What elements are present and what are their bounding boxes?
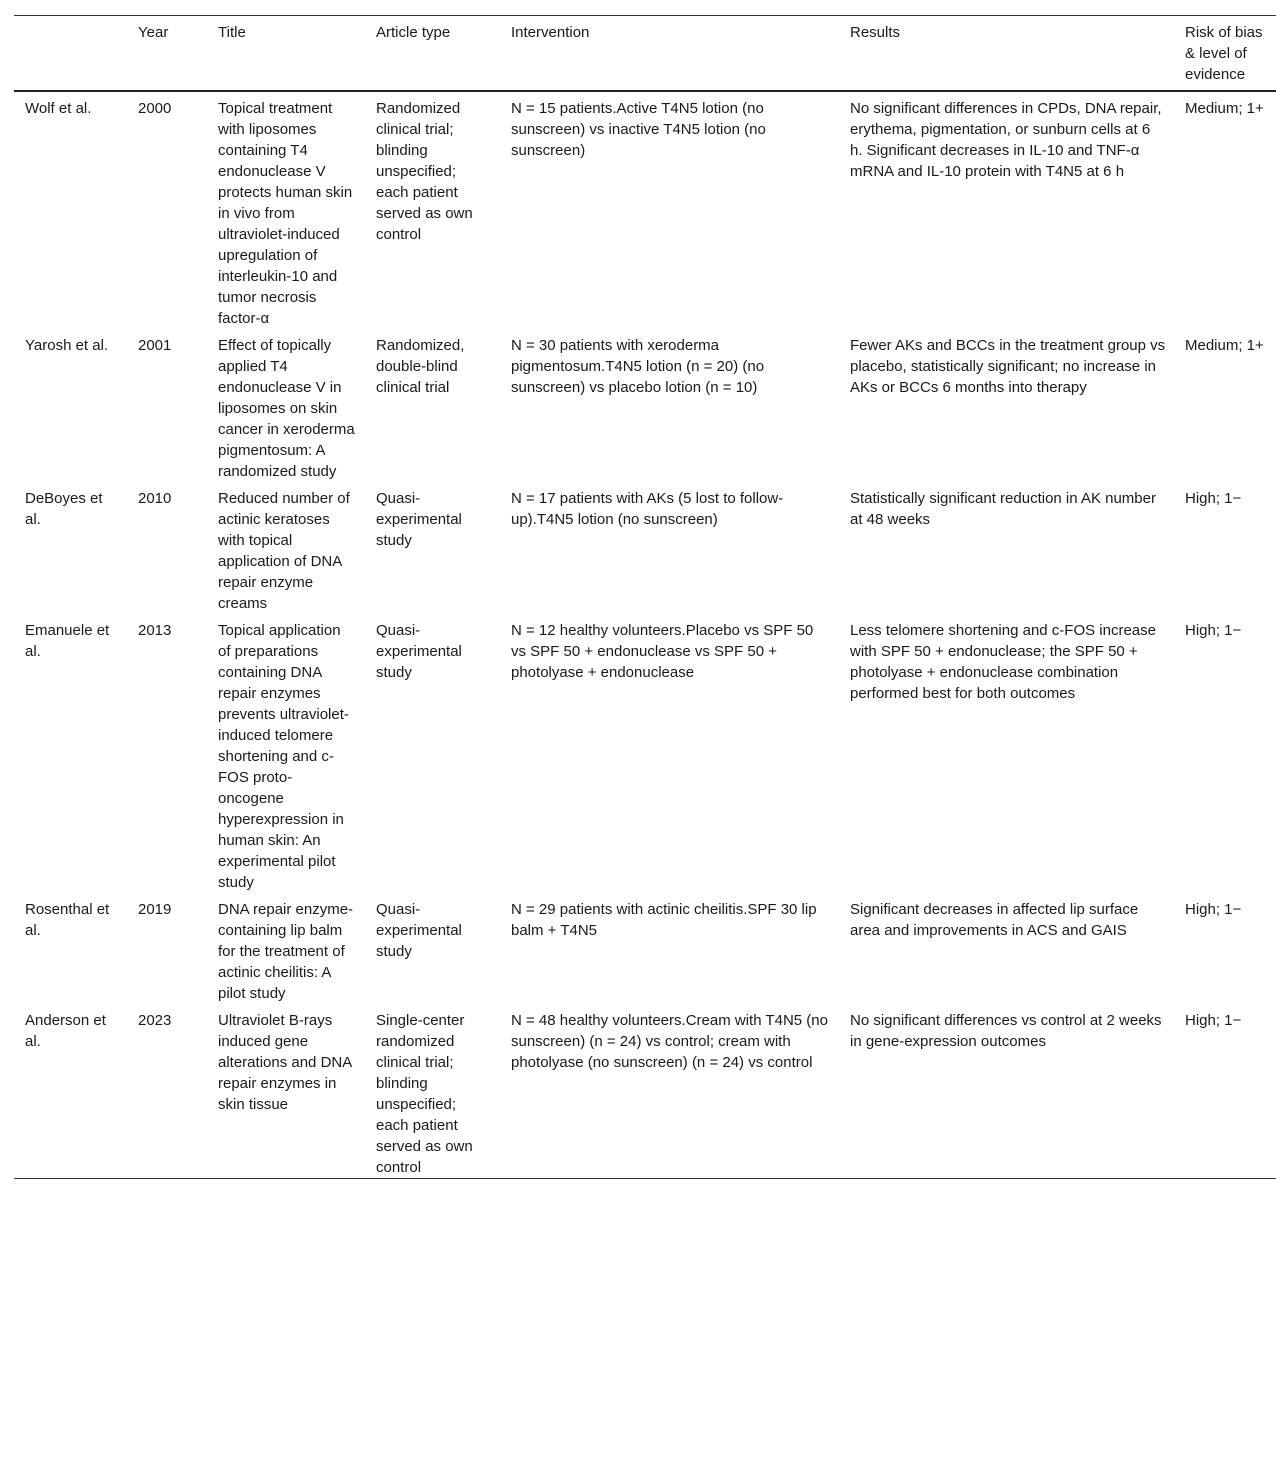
header-row bbox=[14, 16, 1276, 92]
table-row bbox=[14, 614, 1276, 893]
cell-title: Reduced number of actinic keratoses with topical application of DNA repair enzyme creams bbox=[218, 490, 350, 612]
cell-risk: Medium; 1+ bbox=[1185, 100, 1264, 117]
table-row bbox=[14, 893, 1276, 1004]
study-table-container bbox=[14, 15, 1276, 1179]
cell-title: Effect of topically applied T4 endonuclease V in liposomes on skin cancer in xeroderma pigmentosum: A randomized study bbox=[218, 337, 355, 480]
table-row bbox=[14, 91, 1276, 329]
cell-year: 2013 bbox=[138, 622, 172, 639]
header-title: Title bbox=[218, 24, 246, 41]
cell-results: Less telomere shortening and c-FOS increase with SPF 50 + endonuclease; the SPF 50 + photolyase + endonuclease combination performed best for both outcomes bbox=[850, 622, 1156, 702]
cell-article-type: Randomized, double-blind clinical trial bbox=[376, 337, 465, 396]
cell-study: Yarosh et al. bbox=[25, 337, 109, 354]
cell-study: Emanuele et al. bbox=[25, 622, 110, 660]
header-study bbox=[14, 16, 127, 92]
cell-study: Rosenthal et al. bbox=[25, 901, 110, 939]
cell-intervention: N = 29 patients with actinic cheilitis.SPF 30 lip balm + T4N5 bbox=[511, 901, 817, 939]
cell-article-type: Single-center randomized clinical trial; blinding unspecified; each patient served as own control bbox=[376, 1012, 473, 1176]
cell-year: 2001 bbox=[138, 337, 172, 354]
cell-year: 2019 bbox=[138, 901, 172, 918]
cell-intervention: N = 15 patients.Active T4N5 lotion (no sunscreen) vs inactive T4N5 lotion (no sunscreen) bbox=[511, 100, 766, 159]
cell-study: Wolf et al. bbox=[25, 100, 92, 117]
cell-article-type: Randomized clinical trial; blinding unspecified; each patient served as own control bbox=[376, 100, 473, 243]
table-body bbox=[14, 91, 1276, 1179]
cell-results: No significant differences vs control at 2 weeks in gene-expression outcomes bbox=[850, 1012, 1162, 1050]
cell-intervention: N = 17 patients with AKs (5 lost to follow-up).T4N5 lotion (no sunscreen) bbox=[511, 490, 784, 528]
table-header bbox=[14, 16, 1276, 92]
header-intervention: Intervention bbox=[511, 24, 590, 41]
cell-risk: High; 1− bbox=[1185, 490, 1242, 507]
cell-title: Topical application of preparations containing DNA repair enzymes prevents ultraviolet-induced telomere shortening and c-FOS proto-oncogene hyperexpression in human skin: An experimental pilot study bbox=[218, 622, 349, 891]
table-row bbox=[14, 482, 1276, 614]
cell-study: Anderson et al. bbox=[25, 1012, 106, 1050]
cell-title: DNA repair enzyme-containing lip balm for the treatment of actinic cheilitis: A pilot study bbox=[218, 901, 354, 1002]
table-row bbox=[14, 1004, 1276, 1179]
cell-results: Fewer AKs and BCCs in the treatment group vs placebo, statistically significant; no increase in AKs or BCCs 6 months into therapy bbox=[850, 337, 1166, 396]
cell-intervention: N = 48 healthy volunteers.Cream with T4N5 (no sunscreen) (n = 24) vs control; cream with photolyase (no sunscreen) (n = 24) vs control bbox=[511, 1012, 828, 1071]
cell-year: 2023 bbox=[138, 1012, 172, 1029]
cell-risk: High; 1− bbox=[1185, 622, 1242, 639]
header-year: Year bbox=[138, 24, 169, 41]
cell-article-type: Quasi-experimental study bbox=[376, 490, 462, 549]
cell-article-type: Quasi-experimental study bbox=[376, 622, 462, 681]
table-row bbox=[14, 329, 1276, 482]
cell-results: Significant decreases in affected lip surface area and improvements in ACS and GAIS bbox=[850, 901, 1139, 939]
header-results: Results bbox=[850, 24, 901, 41]
cell-risk: High; 1− bbox=[1185, 901, 1242, 918]
cell-year: 2000 bbox=[138, 100, 172, 117]
cell-title: Topical treatment with liposomes containing T4 endonuclease V protects human skin in vivo from ultraviolet-induced upregulation of interleukin-10 and tumor necrosis factor-α bbox=[218, 100, 353, 327]
header-risk: Risk of bias & level of evidence bbox=[1185, 24, 1263, 83]
study-table bbox=[14, 15, 1276, 1179]
cell-results: No significant differences in CPDs, DNA repair, erythema, pigmentation, or sunburn cells at 6 h. Significant decreases in IL-10 and TNF-α mRNA and IL-10 protein with T4N5 at 6 h bbox=[850, 100, 1162, 180]
cell-title: Ultraviolet B-rays induced gene alterations and DNA repair enzymes in skin tissue bbox=[218, 1012, 352, 1113]
cell-risk: High; 1− bbox=[1185, 1012, 1242, 1029]
cell-risk: Medium; 1+ bbox=[1185, 337, 1264, 354]
cell-results: Statistically significant reduction in AK number at 48 weeks bbox=[850, 490, 1156, 528]
cell-study: DeBoyes et al. bbox=[25, 490, 103, 528]
cell-intervention: N = 30 patients with xeroderma pigmentosum.T4N5 lotion (n = 20) (no sunscreen) vs placebo lotion (n = 10) bbox=[511, 337, 765, 396]
cell-intervention: N = 12 healthy volunteers.Placebo vs SPF 50 vs SPF 50 + endonuclease vs SPF 50 + photolyase + endonuclease bbox=[511, 622, 814, 681]
header-article-type: Article type bbox=[376, 24, 451, 41]
cell-article-type: Quasi-experimental study bbox=[376, 901, 462, 960]
cell-year: 2010 bbox=[138, 490, 172, 507]
